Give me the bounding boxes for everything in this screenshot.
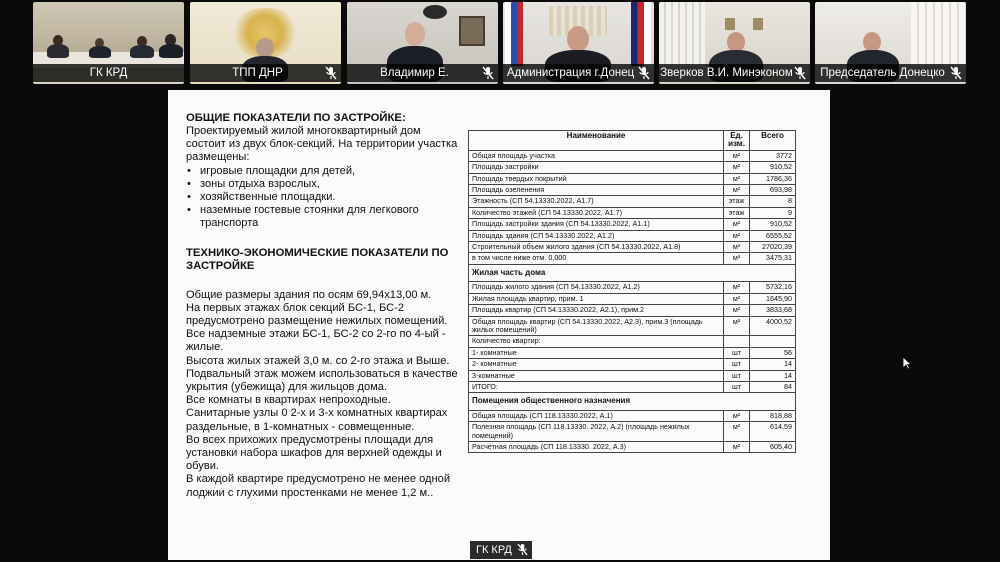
cell-name: Площадь квартир (СП 54.13330.2022, А2.1), прим.2	[469, 305, 724, 316]
cell-name: Площадь застройки здания (СП 54.13330.2022, А1.1)	[469, 219, 724, 230]
slide-paragraph: Все комнаты в квартирах непроходные.	[186, 394, 391, 407]
person-avatar	[567, 26, 589, 52]
cell-unit: м²	[724, 422, 750, 442]
participant-tile[interactable]	[815, 2, 966, 84]
table-row	[469, 305, 796, 316]
slide-text-column	[186, 112, 458, 500]
cell-name: Площадь застройки	[469, 162, 724, 173]
mic-muted-icon	[794, 66, 806, 80]
cell-name: Этажность (СП 54.13330.2022, А1.7)	[469, 196, 724, 207]
table-row	[469, 219, 796, 230]
slide-intro: Проектируемый жилой многоквартирный дом состоит из двух блок-секций. На территории участка размещены:	[186, 125, 458, 164]
table-row	[469, 253, 796, 264]
cell-unit: м²	[724, 293, 750, 304]
cell-value: 5732,16	[750, 282, 796, 293]
slide-paragraph: Санитарные узлы 0 2-х и 3-х комнатных квартирах раздельные, в 1-комнатных - совмещенные.	[186, 407, 448, 433]
table-row	[469, 150, 796, 161]
cell-unit: шт	[724, 359, 750, 370]
cell-value: 910,52	[750, 219, 796, 230]
table-row	[469, 162, 796, 173]
section-title: Помещения общественного назначения	[469, 393, 796, 410]
slide-paragraph: Во всех прихожих предусмотрены площади для установки набора шкафов для верхней одежды и обуви.	[186, 433, 442, 473]
participant-name: ТПП ДНР	[190, 64, 341, 82]
table-row	[469, 359, 796, 370]
list-item: • наземные гостевые стоянки для легкового транспорта	[200, 204, 458, 230]
column-header: Наименование	[469, 131, 724, 151]
person-avatar	[727, 32, 745, 52]
participant-name: ГК КРД	[33, 64, 184, 82]
cell-value: 14	[750, 370, 796, 381]
window-blinds	[659, 2, 705, 66]
cell-unit: шт	[724, 347, 750, 358]
cell-unit: м³	[724, 253, 750, 264]
slide-paragraph: Все надземные этажи БС-1, БС-2 со 2-го по 4-ый - жилые.	[186, 328, 446, 354]
table-row	[469, 173, 796, 184]
cell-value: 9	[750, 207, 796, 218]
wall-picture	[753, 18, 763, 30]
cell-name: Количество этажей (СП 54.13330.2022, А1.7)	[469, 207, 724, 218]
person-avatar	[130, 45, 154, 58]
participant-tile[interactable]	[33, 2, 184, 84]
person-avatar	[863, 32, 881, 52]
indicators-table	[468, 130, 796, 453]
participant-name: Администрация г.Донец	[503, 64, 654, 82]
cell-value: 84	[750, 381, 796, 392]
participant-tile[interactable]	[190, 2, 341, 84]
cell-unit: м²	[724, 410, 750, 421]
column-header: Ед. изм.	[724, 131, 750, 151]
cell-name: Площадь твердых покрытий	[469, 173, 724, 184]
mic-muted-icon	[950, 66, 962, 80]
mic-muted-icon	[638, 66, 650, 80]
table-row	[469, 230, 796, 241]
cell-unit: шт	[724, 381, 750, 392]
table-row	[469, 196, 796, 207]
mic-muted-icon	[482, 66, 494, 80]
person-avatar	[405, 22, 425, 46]
cell-name: Общая площадь участка	[469, 150, 724, 161]
cell-value	[750, 336, 796, 347]
slide-paragraph: На первых этажах блок секций БС-1, БС-2 предусмотрено размещение нежилых помещений.	[186, 301, 448, 328]
cell-name: Общая площадь квартир (СП 54.13330.2022, А2.3), прим.3 (площадь жилых помещений)	[469, 316, 724, 336]
table-body	[469, 150, 796, 453]
active-speaker-name: ГК КРД	[476, 544, 512, 556]
active-speaker-label	[470, 541, 532, 559]
wall-clock-icon	[423, 5, 447, 19]
slide-paragraph: Общие размеры здания по осям 69,94x13,00 м.	[186, 288, 432, 301]
table-row	[469, 207, 796, 218]
list-item: • зоны отдыха взрослых,	[200, 178, 458, 191]
cell-value: 3772	[750, 150, 796, 161]
cell-name: Площадь здания (СП 54.13330.2022, А1.2)	[469, 230, 724, 241]
cell-name: Площадь озеленения	[469, 185, 724, 196]
cell-value: 1645,90	[750, 293, 796, 304]
person-avatar	[159, 44, 183, 58]
cell-name: Жилая площадь квартир, прим. 1	[469, 293, 724, 304]
cell-unit: м²	[724, 162, 750, 173]
cell-value: 614,59	[750, 422, 796, 442]
cell-name: в том числе ниже отм. 0,000	[469, 253, 724, 264]
mouse-cursor-icon	[902, 356, 912, 370]
cell-unit: этаж	[724, 196, 750, 207]
cell-unit: этаж	[724, 207, 750, 218]
cell-unit: м²	[724, 219, 750, 230]
cell-name: 3-комнатные	[469, 370, 724, 381]
cell-value: 910,52	[750, 162, 796, 173]
participant-tiles	[0, 0, 1000, 88]
table-row	[469, 381, 796, 392]
cell-unit: м³	[724, 242, 750, 253]
participant-tile[interactable]	[503, 2, 654, 84]
cell-value: 27020,39	[750, 242, 796, 253]
person-avatar	[89, 46, 111, 58]
table-row	[469, 422, 796, 442]
flag-icon	[631, 2, 651, 66]
cell-name: 1- комнатные	[469, 347, 724, 358]
cell-value: 6555,52	[750, 230, 796, 241]
participant-tile[interactable]	[347, 2, 498, 84]
slide-paragraph: В каждой квартире предусмотрено не менее одной лоджии с глухими простенками не менее 1,2 м..	[186, 473, 451, 499]
slide-bullet-list	[186, 165, 458, 231]
table-row	[469, 336, 796, 347]
table-row	[469, 185, 796, 196]
cell-unit: м²	[724, 316, 750, 336]
slide-paragraph: Высота жилых этажей 3,0 м. со 2-го этажа и Выше.	[186, 354, 450, 367]
participant-tile[interactable]	[659, 2, 810, 84]
table-row	[469, 293, 796, 304]
list-item: • игровые площадки для детей,	[200, 165, 458, 178]
mic-muted-icon	[325, 66, 337, 80]
cell-value: 3475,31	[750, 253, 796, 264]
table-row	[469, 410, 796, 421]
shared-slide	[168, 90, 830, 560]
cell-value: 818,88	[750, 410, 796, 421]
participant-name: Председатель Донецко	[815, 64, 966, 82]
cell-unit: м²	[724, 150, 750, 161]
table-row	[469, 370, 796, 381]
cell-name: Общая площадь (СП 118.13330.2022, А.1)	[469, 410, 724, 421]
cell-value: 1786,36	[750, 173, 796, 184]
section-title: Жилая часть дома	[469, 264, 796, 281]
slide-heading: ОБЩИЕ ПОКАЗАТЕЛИ ПО ЗАСТРОЙКЕ:	[186, 112, 406, 124]
cell-unit: м²	[724, 185, 750, 196]
cell-unit: шт	[724, 370, 750, 381]
table-section-row	[469, 264, 796, 281]
cell-name: Строительный объем жилого здания (СП 54.13330.2022, А1.8)	[469, 242, 724, 253]
window-blinds	[911, 2, 966, 66]
participant-name: Зверков В.И. Минэконом	[659, 64, 810, 82]
cell-name: 2- комнатные	[469, 359, 724, 370]
cell-value: 4000,52	[750, 316, 796, 336]
table-header-row	[469, 131, 796, 151]
cell-value: 3833,68	[750, 305, 796, 316]
table-row	[469, 242, 796, 253]
cell-value: 56	[750, 347, 796, 358]
wall-picture	[725, 18, 735, 30]
cell-value: 605,40	[750, 441, 796, 452]
cell-unit	[724, 336, 750, 347]
person-avatar	[47, 44, 69, 58]
cell-value: 693,98	[750, 185, 796, 196]
participant-name: Владимир Е.	[347, 64, 498, 82]
cell-unit: м²	[724, 305, 750, 316]
table-row	[469, 316, 796, 336]
cell-name: ИТОГО:	[469, 381, 724, 392]
slide-paragraph: Подвальный этаж можем использоваться в качестве укрытия (убежища) для жильцов дома.	[186, 367, 458, 394]
cell-name: Площадь жилого здания (СП 54.13330.2022, А1.2)	[469, 282, 724, 293]
flag-icon	[505, 2, 523, 66]
cell-name: Количество квартир:	[469, 336, 724, 347]
cell-value: 14	[750, 359, 796, 370]
cell-unit: м²	[724, 173, 750, 184]
cell-name: Полезная площадь (СП 118.13330. 2022, А.2) (площадь нежилых помещений)	[469, 422, 724, 442]
table-row	[469, 347, 796, 358]
table-row	[469, 282, 796, 293]
cell-name: Расчетная площадь (СП 118.13330. 2022, А.3)	[469, 441, 724, 452]
wall-picture	[459, 16, 485, 46]
cell-unit: м²	[724, 282, 750, 293]
cell-unit: м²	[724, 441, 750, 452]
cell-unit: м²	[724, 230, 750, 241]
mic-muted-icon	[517, 543, 528, 556]
cell-value: 8	[750, 196, 796, 207]
person-avatar	[256, 38, 274, 58]
slide-heading: ТЕХНИКО-ЭКОНОМИЧЕСКИЕ ПОКАЗАТЕЛИ ПО ЗАСТРОЙКЕ	[186, 246, 449, 272]
table-section-row	[469, 393, 796, 410]
column-header: Всего	[750, 131, 796, 151]
table-row	[469, 441, 796, 452]
list-item: • хозяйственные площадки.	[200, 191, 458, 204]
